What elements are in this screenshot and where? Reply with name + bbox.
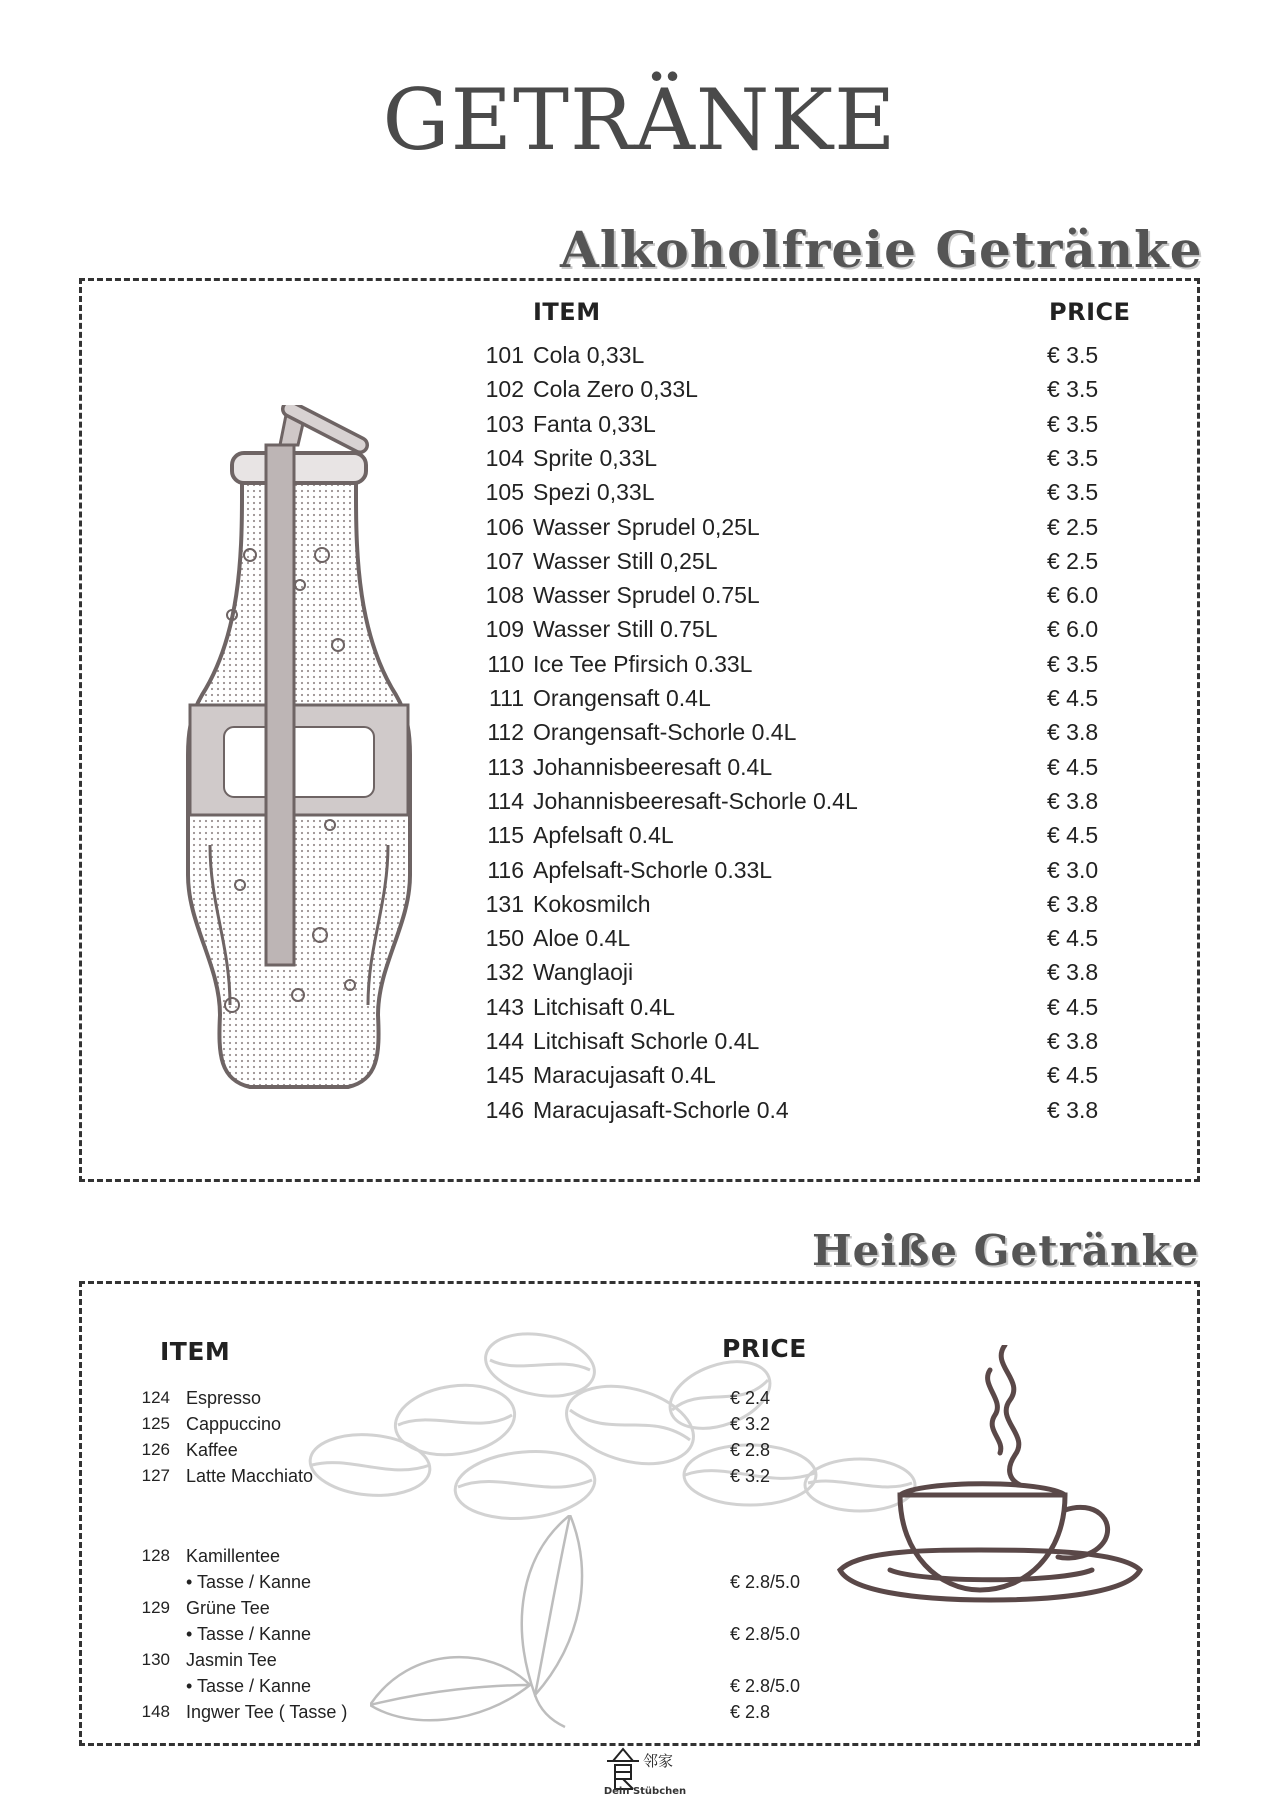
cold-drink-row xyxy=(0,582,1279,616)
hot-item-header: ITEM xyxy=(160,1337,231,1366)
item-price: € 4.5 xyxy=(1047,685,1099,711)
cold-drink-row xyxy=(0,994,1279,1028)
hot-price-header: PRICE xyxy=(722,1334,807,1363)
item-price: € 3.0 xyxy=(1047,856,1099,883)
item-number: 127 xyxy=(141,1466,170,1485)
item-number: 143 xyxy=(485,993,524,1020)
cold-drink-row xyxy=(0,514,1279,548)
item-name: Aloe 0.4L xyxy=(533,925,631,952)
item-name: Apfelsaft-Schorle 0.33L xyxy=(533,856,773,883)
item-number: 102 xyxy=(485,376,524,403)
cold-drink-row xyxy=(0,445,1279,479)
item-price: € 4.5 xyxy=(1047,925,1099,952)
item-name: Cappuccino xyxy=(186,1414,282,1434)
item-number: 106 xyxy=(485,513,524,540)
hot-drinks-title: Heiße Getränke xyxy=(812,1226,1200,1275)
item-number: 111 xyxy=(489,685,524,711)
item-name: Maracujasaft-Schorle 0.4 xyxy=(533,1096,789,1123)
item-price: € 3.2 xyxy=(730,1414,771,1434)
cold-drink-row xyxy=(0,548,1279,582)
item-price: € 3.5 xyxy=(1047,479,1099,506)
item-name: • Tasse / Kanne xyxy=(186,1676,312,1696)
item-name: Litchisaft Schorle 0.4L xyxy=(533,1028,760,1054)
item-price: € 4.5 xyxy=(1047,1062,1099,1089)
cold-drinks-title: Alkoholfreie Getränke xyxy=(560,220,1203,279)
item-number: 131 xyxy=(485,890,524,917)
item-price: € 2.5 xyxy=(1047,547,1099,574)
item-name: Fanta 0,33L xyxy=(533,410,656,437)
item-price: € 3.8 xyxy=(1047,959,1099,986)
item-price: € 4.5 xyxy=(1047,993,1099,1020)
item-number: 110 xyxy=(487,650,524,677)
item-name: • Tasse / Kanne xyxy=(186,1624,312,1644)
item-price: € 4.5 xyxy=(1047,822,1099,849)
item-name: Wasser Still 0.75L xyxy=(533,616,718,643)
cold-drink-row xyxy=(0,342,1279,376)
item-number: 108 xyxy=(485,582,524,609)
item-name: Wasser Sprudel 0.75L xyxy=(533,582,760,609)
item-name: Kaffee xyxy=(186,1440,238,1460)
logo-caption: Dein Stübchen xyxy=(603,1786,687,1797)
item-price: € 3.8 xyxy=(1047,890,1099,917)
item-number: 115 xyxy=(487,822,524,849)
cold-drink-row xyxy=(0,857,1279,891)
cold-drink-row xyxy=(0,411,1279,445)
cold-drink-row xyxy=(0,479,1279,513)
cold-drink-row xyxy=(0,925,1279,959)
item-price: € 3.8 xyxy=(1047,719,1099,746)
cold-price-header: PRICE xyxy=(1049,298,1131,326)
item-number: 105 xyxy=(485,479,524,506)
item-name: Latte Macchiato xyxy=(186,1466,314,1486)
item-number: 132 xyxy=(485,959,524,986)
item-number: 104 xyxy=(485,444,524,471)
item-price: € 3.5 xyxy=(1047,342,1099,368)
cold-drink-row xyxy=(0,719,1279,753)
cold-item-header: ITEM xyxy=(533,298,601,326)
item-number: 107 xyxy=(485,547,524,574)
item-name: Jasmin Tee xyxy=(186,1650,277,1670)
cold-drink-row xyxy=(0,651,1279,685)
logo-text: 邻家 xyxy=(643,1752,674,1770)
item-name: Kamillentee xyxy=(186,1546,281,1566)
coffee-cup-icon xyxy=(830,1345,1150,1605)
item-price: € 2.8/5.0 xyxy=(730,1624,801,1644)
item-number: 103 xyxy=(485,410,524,437)
coffee-beans-illustration xyxy=(280,1315,920,1525)
cold-drink-row xyxy=(0,891,1279,925)
item-name: Grüne Tee xyxy=(186,1598,270,1618)
cold-drink-row xyxy=(0,754,1279,788)
item-number: 101 xyxy=(485,342,524,368)
cold-drink-row xyxy=(0,685,1279,719)
item-name: Orangensaft-Schorle 0.4L xyxy=(533,719,797,746)
item-name: Sprite 0,33L xyxy=(533,444,658,471)
item-price: € 6.0 xyxy=(1047,616,1099,643)
item-name: Ice Tee Pfirsich 0.33L xyxy=(533,650,753,677)
cold-drink-row xyxy=(0,1062,1279,1096)
cold-drink-row xyxy=(0,376,1279,410)
item-name: Apfelsaft 0.4L xyxy=(533,822,674,849)
cold-drink-row xyxy=(0,1028,1279,1062)
item-name: Johannisbeeresaft-Schorle 0.4L xyxy=(533,787,858,814)
item-number: 112 xyxy=(487,719,524,746)
item-number: 109 xyxy=(485,616,524,643)
item-price: € 6.0 xyxy=(1047,582,1099,609)
item-name: Spezi 0,33L xyxy=(533,479,655,506)
item-name: Litchisaft 0.4L xyxy=(533,993,675,1020)
item-number: 125 xyxy=(141,1414,170,1433)
item-price: € 3.5 xyxy=(1047,376,1099,403)
item-price: € 3.8 xyxy=(1047,1096,1099,1123)
item-number: 113 xyxy=(487,753,524,780)
item-price: € 2.5 xyxy=(1047,513,1099,540)
item-name: Orangensaft 0.4L xyxy=(533,685,711,711)
cold-drink-row xyxy=(0,788,1279,822)
cold-drink-row xyxy=(0,616,1279,650)
item-price: € 4.5 xyxy=(1047,753,1099,780)
item-price: € 2.8 xyxy=(730,1702,771,1722)
item-price: € 3.5 xyxy=(1047,444,1099,471)
item-number: 126 xyxy=(141,1440,170,1459)
item-name: Cola 0,33L xyxy=(533,342,645,368)
item-number: 144 xyxy=(485,1028,524,1054)
item-name: Wasser Sprudel 0,25L xyxy=(533,513,760,540)
cold-drink-row xyxy=(0,1097,1279,1131)
item-price: € 2.4 xyxy=(730,1388,771,1408)
item-name: Wanglaoji xyxy=(533,959,634,986)
item-name: Ingwer Tee ( Tasse ) xyxy=(186,1702,348,1722)
item-number: 150 xyxy=(485,925,524,952)
item-name: • Tasse / Kanne xyxy=(186,1572,312,1592)
item-number: 145 xyxy=(485,1062,524,1089)
item-number: 116 xyxy=(487,856,524,883)
item-number: 146 xyxy=(485,1096,524,1123)
item-number: 130 xyxy=(141,1650,170,1669)
item-number: 129 xyxy=(141,1598,170,1617)
item-number: 114 xyxy=(487,787,524,814)
cold-drink-row xyxy=(0,959,1279,993)
item-name: Cola Zero 0,33L xyxy=(533,376,698,403)
item-number: 148 xyxy=(141,1702,170,1721)
item-number: 128 xyxy=(141,1546,170,1565)
item-price: € 2.8/5.0 xyxy=(730,1676,801,1696)
page-title: GETRÄNKE xyxy=(382,71,897,169)
item-price: € 2.8/5.0 xyxy=(730,1572,801,1592)
item-price: € 3.8 xyxy=(1047,787,1099,814)
tea-leaves-illustration xyxy=(370,1515,620,1730)
item-price: € 3.8 xyxy=(1047,1028,1099,1054)
item-name: Maracujasaft 0.4L xyxy=(533,1062,716,1089)
item-price: € 3.2 xyxy=(730,1466,771,1486)
item-name: Johannisbeeresaft 0.4L xyxy=(533,753,773,780)
item-price: € 3.5 xyxy=(1047,650,1099,677)
item-name: Wasser Still 0,25L xyxy=(533,547,718,574)
item-name: Espresso xyxy=(186,1388,262,1408)
item-price: € 2.8 xyxy=(730,1440,771,1460)
item-number: 124 xyxy=(141,1388,170,1407)
cold-drink-row xyxy=(0,822,1279,856)
item-name: Kokosmilch xyxy=(533,890,651,917)
item-price: € 3.5 xyxy=(1047,410,1099,437)
